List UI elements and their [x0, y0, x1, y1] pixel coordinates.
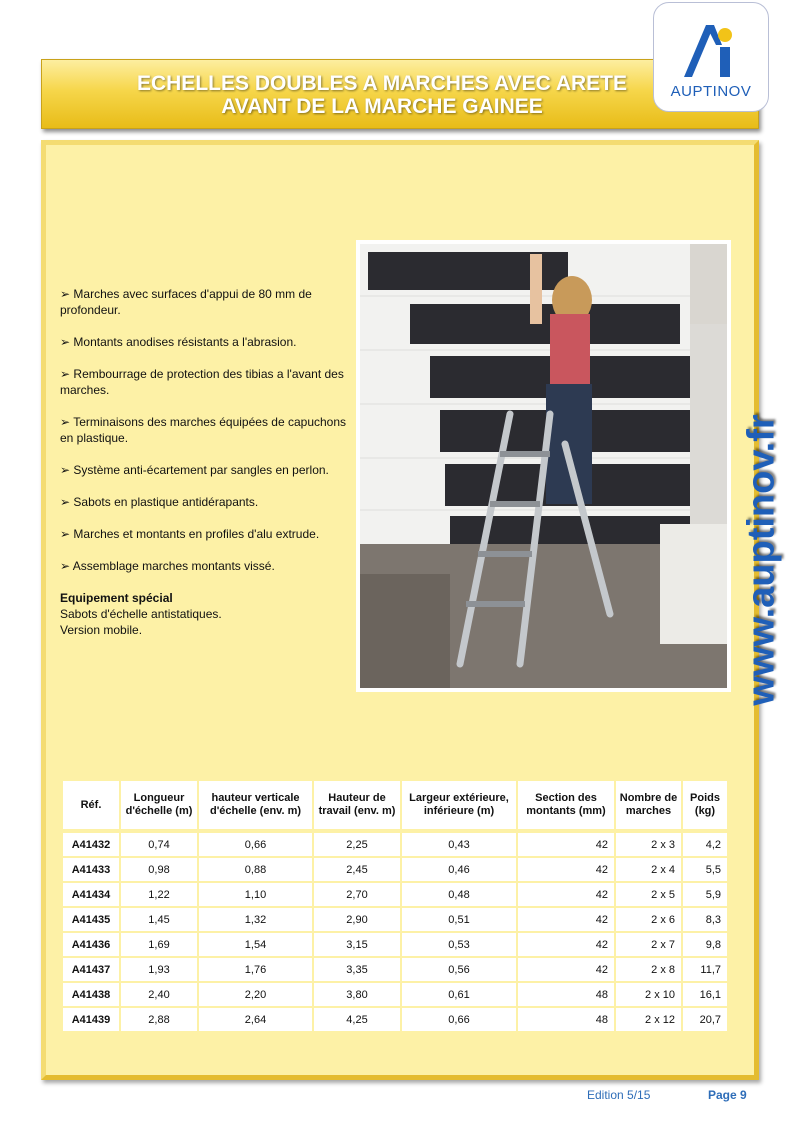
col-header-length: Longueur d'échelle (m) — [121, 781, 199, 833]
cell-width: 0,46 — [402, 858, 518, 883]
cell-vertical-height: 1,32 — [199, 908, 314, 933]
cell-steps: 2 x 7 — [616, 933, 683, 958]
equipment-section — [60, 590, 356, 638]
cell-working-height: 3,15 — [314, 933, 402, 958]
cell-width: 0,56 — [402, 958, 518, 983]
cell-vertical-height: 1,10 — [199, 883, 314, 908]
cell-width: 0,61 — [402, 983, 518, 1008]
cell-steps: 2 x 4 — [616, 858, 683, 883]
cell-length: 2,40 — [121, 983, 199, 1008]
cell-working-height: 3,80 — [314, 983, 402, 1008]
cell-width: 0,51 — [402, 908, 518, 933]
feature-item: ➢ Système anti-écartement par sangles en perlon. — [60, 463, 329, 477]
col-header-vertical-height: hauteur verticale d'échelle (env. m) — [199, 781, 314, 833]
spec-table — [63, 781, 729, 1033]
feature-item: ➢ Rembourrage de protection des tibias a l'avant des marches. — [60, 367, 344, 397]
table-row — [63, 958, 729, 983]
cell-weight: 11,7 — [683, 958, 729, 983]
cell-length: 1,22 — [121, 883, 199, 908]
cell-length: 2,88 — [121, 1008, 199, 1033]
title-banner — [41, 59, 759, 129]
cell-ref: A41439 — [63, 1008, 121, 1033]
cell-working-height: 2,90 — [314, 908, 402, 933]
feature-item: ➢ Terminaisons des marches équipées de capuchons en plastique. — [60, 415, 347, 445]
table-header-row — [63, 781, 729, 833]
cell-ref: A41432 — [63, 833, 121, 858]
col-header-ref: Réf. — [63, 781, 121, 833]
feature-item: ➢ Assemblage marches montants vissé. — [60, 559, 275, 573]
feature-item: ➢ Marches avec surfaces d'appui de 80 mm de profondeur. — [60, 287, 312, 317]
cell-width: 0,53 — [402, 933, 518, 958]
page-number: Page 9 — [708, 1088, 747, 1102]
cell-working-height: 2,25 — [314, 833, 402, 858]
cell-steps: 2 x 8 — [616, 958, 683, 983]
cell-width: 0,66 — [402, 1008, 518, 1033]
cell-weight: 4,2 — [683, 833, 729, 858]
cell-vertical-height: 0,88 — [199, 858, 314, 883]
cell-section: 42 — [518, 908, 616, 933]
cell-weight: 8,3 — [683, 908, 729, 933]
table-row — [63, 1008, 729, 1033]
cell-weight: 9,8 — [683, 933, 729, 958]
cell-ref: A41433 — [63, 858, 121, 883]
feature-item: ➢ Sabots en plastique antidérapants. — [60, 495, 259, 509]
cell-width: 0,43 — [402, 833, 518, 858]
cell-steps: 2 x 10 — [616, 983, 683, 1008]
title-line-2: AVANT DE LA MARCHE GAINEE — [221, 95, 543, 118]
col-header-weight: Poids (kg) — [683, 781, 729, 833]
edition-label: Edition 5/15 — [587, 1088, 651, 1102]
logo-text: AUPTINOV — [670, 83, 752, 100]
title-line-1: ECHELLES DOUBLES A MARCHES AVEC ARETE — [136, 72, 628, 95]
cell-section: 42 — [518, 958, 616, 983]
table-row — [63, 833, 729, 858]
cell-vertical-height: 0,66 — [199, 833, 314, 858]
cell-length: 0,74 — [121, 833, 199, 858]
cell-ref: A41434 — [63, 883, 121, 908]
cell-vertical-height: 1,54 — [199, 933, 314, 958]
cell-steps: 2 x 5 — [616, 883, 683, 908]
col-header-steps: Nombre de marches — [616, 781, 683, 833]
col-header-section: Section des montants (mm) — [518, 781, 616, 833]
ladder-photo — [360, 244, 727, 688]
cell-steps: 2 x 12 — [616, 1008, 683, 1033]
website-url[interactable]: www.auptinov.fr — [740, 414, 783, 706]
col-header-width: Largeur extérieure, inférieure (m) — [402, 781, 518, 833]
cell-section: 42 — [518, 858, 616, 883]
cell-section: 48 — [518, 1008, 616, 1033]
equipment-title: Equipement spécial — [60, 591, 173, 605]
cell-weight: 5,9 — [683, 883, 729, 908]
cell-width: 0,48 — [402, 883, 518, 908]
cell-ref: A41437 — [63, 958, 121, 983]
feature-item: ➢ Marches et montants en profiles d'alu extrude. — [60, 527, 320, 541]
auptinov-logo-icon — [676, 21, 748, 79]
page-title — [92, 72, 672, 118]
table-row — [63, 858, 729, 883]
cell-length: 1,93 — [121, 958, 199, 983]
cell-working-height: 2,70 — [314, 883, 402, 908]
feature-list — [60, 286, 356, 638]
equipment-line: Sabots d'échelle antistatiques. — [60, 607, 222, 621]
cell-working-height: 2,45 — [314, 858, 402, 883]
cell-vertical-height: 1,76 — [199, 958, 314, 983]
equipment-line: Version mobile. — [60, 623, 143, 637]
cell-vertical-height: 2,64 — [199, 1008, 314, 1033]
cell-section: 48 — [518, 983, 616, 1008]
cell-weight: 5,5 — [683, 858, 729, 883]
company-logo — [653, 2, 769, 112]
table-row — [63, 908, 729, 933]
table-row — [63, 933, 729, 958]
cell-section: 42 — [518, 883, 616, 908]
cell-vertical-height: 2,20 — [199, 983, 314, 1008]
cell-weight: 16,1 — [683, 983, 729, 1008]
cell-steps: 2 x 3 — [616, 833, 683, 858]
cell-steps: 2 x 6 — [616, 908, 683, 933]
cell-length: 1,69 — [121, 933, 199, 958]
feature-item: ➢ Montants anodises résistants a l'abrasion. — [60, 335, 297, 349]
cell-ref: A41436 — [63, 933, 121, 958]
cell-working-height: 4,25 — [314, 1008, 402, 1033]
table-row — [63, 983, 729, 1008]
cell-length: 0,98 — [121, 858, 199, 883]
cell-working-height: 3,35 — [314, 958, 402, 983]
table-row — [63, 883, 729, 908]
cell-weight: 20,7 — [683, 1008, 729, 1033]
cell-ref: A41435 — [63, 908, 121, 933]
cell-section: 42 — [518, 833, 616, 858]
product-photo — [356, 240, 731, 692]
cell-ref: A41438 — [63, 983, 121, 1008]
cell-section: 42 — [518, 933, 616, 958]
cell-length: 1,45 — [121, 908, 199, 933]
col-header-working-height: Hauteur de travail (env. m) — [314, 781, 402, 833]
